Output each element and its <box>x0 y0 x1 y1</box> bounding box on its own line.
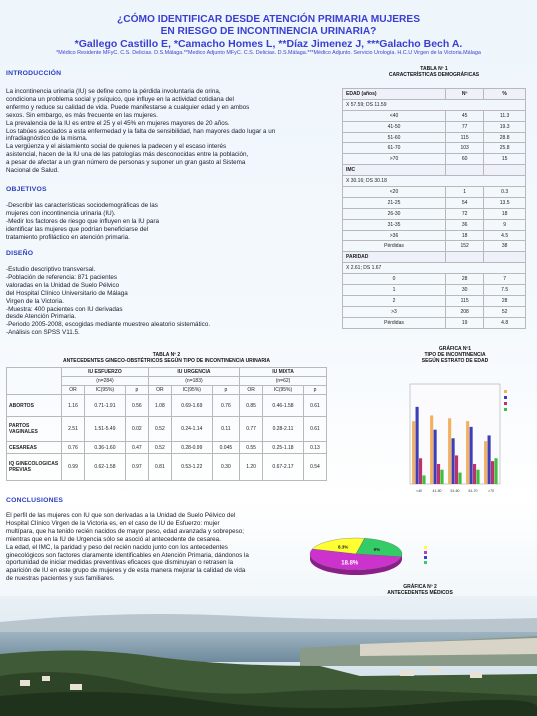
poster-authors: *Gallego Castillo E, *Camacho Homes L, **Díaz Jimenez J, ***Galacho Bech A. <box>74 38 463 50</box>
table1-row <box>343 241 526 252</box>
table2-row-label: CESAREAS <box>7 442 62 454</box>
chart1-bar <box>416 407 419 484</box>
table1-cell: 11.3 <box>484 110 526 121</box>
diseno-line: Virgen de la Victoria. <box>6 297 64 305</box>
graph1-caption-subtitle: SEGÚN ESTRATO DE EDAD <box>421 358 489 364</box>
chart1-x-tick-label: <40 <box>416 489 422 493</box>
poster-title-line2: EN RIESGO DE INCONTINENCIA URINARIA? <box>160 25 377 37</box>
table2-cell: 0.61 <box>303 417 326 442</box>
table2-cell: 0.67-2.17 <box>263 454 304 481</box>
table2-corner-cell <box>7 368 62 395</box>
graph2-caption-number: GRÁFICA Nº 2 <box>403 584 437 590</box>
chart1-x-tick-label: >70 <box>488 489 494 493</box>
table1-row <box>343 143 526 154</box>
poster-header <box>0 14 537 57</box>
table1-cell <box>446 165 484 176</box>
table2-cell: 0.25-1.18 <box>263 442 304 454</box>
table1-cell: 9 <box>484 219 526 230</box>
table2-cell: 0.28-2.11 <box>263 417 304 442</box>
table2-sub-header: OR <box>62 386 85 395</box>
table1-cell: Pérdidas <box>343 317 446 328</box>
intro-line: a pesar de afectar a un gran número de personas y suponer un gran gasto al Sistema <box>6 159 246 167</box>
graph1-caption <box>380 346 530 364</box>
table1-cell: 7.5 <box>484 285 526 296</box>
diseno-line: valoradas en la Unidad de Suelo Pélvico <box>6 281 120 289</box>
conclusiones-text <box>6 512 331 583</box>
table1-row <box>343 285 526 296</box>
intro-line: Los tabúes asociados a esta enfermedad y la falta de sensibilidad, han mayores dado lugar a un <box>6 127 276 135</box>
table1-cell: 21-25 <box>343 197 446 208</box>
table1-cell: 38 <box>484 241 526 252</box>
chart1-bar <box>412 421 415 484</box>
table2-group-header: IU URGENCIA <box>148 368 239 377</box>
table1-cell: 18 <box>446 230 484 241</box>
table1-cell: 28 <box>484 295 526 306</box>
conclusiones-line: ginecológicos son factores claramente identificables en Atención Primaria, dándonos la <box>6 551 249 559</box>
chart1-x-tick-label: 51-60 <box>450 489 460 493</box>
intro-line: infradiagnóstico de la misma. <box>6 135 88 143</box>
chart1-legend-swatch <box>504 396 507 399</box>
table1-cell: >70 <box>343 154 446 165</box>
pie-slice-label: 9% <box>373 547 381 553</box>
table1-cell: X 57.59; DS 11.59 <box>343 99 526 110</box>
table2-caption <box>6 352 327 364</box>
table1-cell: 15 <box>484 154 526 165</box>
table2-row-label: PARTOS VAGINALES <box>7 417 62 442</box>
incontinence-by-age-chart <box>398 380 530 498</box>
table2-sub-header: IC(95%) <box>171 386 212 395</box>
table2-sub-header: OR <box>148 386 171 395</box>
table1-cell: >36 <box>343 230 446 241</box>
chart1-bar <box>491 461 494 484</box>
table2-cell: 0.97 <box>125 454 148 481</box>
table1-cell: 18 <box>484 208 526 219</box>
diseno-line: desde Atención Primaria. <box>6 313 77 321</box>
table2-cell: 0.53-1.22 <box>171 454 212 481</box>
intro-line: La incontinencia urinaria (IU) se define como la pérdida involuntaria de orina, <box>6 88 221 95</box>
intro-text <box>6 88 331 175</box>
chart1-bar <box>484 441 487 484</box>
chart1-bar <box>488 435 491 484</box>
pie-legend-swatch <box>424 561 427 564</box>
table2-row <box>7 454 327 481</box>
diseno-text <box>6 266 331 337</box>
table1-cell: IMC <box>343 165 446 176</box>
conclusiones-line: aparición de IU en este grupo de mujeres y de esta manera mejorar la calidad de vida <box>6 567 246 575</box>
table1-cell: 25.8 <box>484 143 526 154</box>
table1-cell: 45 <box>446 110 484 121</box>
table1-row <box>343 154 526 165</box>
table2-cell: 0.77 <box>240 417 263 442</box>
table1-row <box>343 317 526 328</box>
chart1-bar <box>466 421 469 484</box>
table2-cell: 2.51 <box>62 417 85 442</box>
diseno-line: -Muestra: 400 pacientes con IU derivadas <box>6 305 123 313</box>
intro-line: Nacional de Salud. <box>6 167 59 175</box>
table1-cell: 19.3 <box>484 121 526 132</box>
table2-cell: 0.55 <box>240 442 263 454</box>
table1-row <box>343 89 526 100</box>
intro-line: asistencial, hacen de la IU una de las patologías más desconocidas entre la población, <box>6 151 249 159</box>
conclusiones-line: mientras que en la IU de Urgencia sólo se asoció al antecedente de cesarea. <box>6 535 221 543</box>
table2-row <box>7 442 327 454</box>
medical-history-pie-chart <box>306 528 476 588</box>
pie-slice-label: 18.8% <box>341 560 359 567</box>
graph2-caption <box>365 584 475 596</box>
table1-row <box>343 295 526 306</box>
chart1-legend-swatch <box>504 402 507 405</box>
objetivos-heading: OBJETIVOS <box>6 186 47 193</box>
table1-cell: 26-30 <box>343 208 446 219</box>
table2-cell: 0.56 <box>125 395 148 417</box>
table2-cell: 0.28-0.99 <box>171 442 212 454</box>
diseno-line: del Hospital Clínico Universitario de Málaga <box>6 289 128 297</box>
pie-legend-swatch <box>424 546 427 549</box>
table1-cell: X 2.61; DS 1.67 <box>343 263 526 274</box>
table1-cell: 36 <box>446 219 484 230</box>
objetivos-line: tratamiento profiláctico en atención primaria. <box>6 233 130 241</box>
table1-row <box>343 263 526 274</box>
chart1-bar <box>448 418 451 484</box>
table2-cell: 0.76 <box>62 442 85 454</box>
conclusiones-line: multípara, que ha tenido recién nacidos de mayor peso, edad avanzada y sobrepeso; <box>6 527 245 535</box>
table2-cell: 0.69-1.69 <box>171 395 212 417</box>
chart1-x-tick-label: 61-70 <box>468 489 478 493</box>
table1-cell: 1 <box>446 187 484 198</box>
table1-cell: 2 <box>343 295 446 306</box>
table2-row-label: ABORTOS <box>7 395 62 417</box>
table2-cell: 0.81 <box>148 454 171 481</box>
table2-n-header: (n=62) <box>240 377 327 386</box>
chart1-bar <box>476 470 479 484</box>
table2-caption-title: ANTECEDENTES GINECO-OBSTÉTRICOS SEGÚN TIPO DE INCONTINENCIA URINARIA <box>62 358 271 364</box>
pie-legend-swatch <box>424 556 427 559</box>
table2-cell: 1.20 <box>240 454 263 481</box>
table2-cell: 0.13 <box>303 442 326 454</box>
table2-cell: 0.46-1.58 <box>263 395 304 417</box>
table1-cell: 208 <box>446 306 484 317</box>
chart1-bar <box>419 458 422 484</box>
table2-cell: 1.08 <box>148 395 171 417</box>
table2-group-header: IU MIXTA <box>240 368 327 377</box>
table1-row <box>343 187 526 198</box>
table1-cell: 115 <box>446 295 484 306</box>
chart1-legend-swatch <box>504 390 507 393</box>
table1-cell: 72 <box>446 208 484 219</box>
table1-cell: EDAD (años) <box>343 89 446 100</box>
objetivos-line: mujeres con incontinencia urinaria (IU). <box>6 209 116 217</box>
table2-cell: 0.61 <box>303 395 326 417</box>
table1-cell: 51-60 <box>343 132 446 143</box>
table1-row <box>343 208 526 219</box>
table1-cell: 54 <box>446 197 484 208</box>
table2-cell: 0.99 <box>62 454 85 481</box>
table1-row <box>343 165 526 176</box>
intro-line: enfermo y reduce su calidad de vida. Puede manifestarse a cualquier edad y en ambos <box>6 103 250 111</box>
table1-cell: 41-50 <box>343 121 446 132</box>
chart1-bar <box>437 464 440 484</box>
table2-sub-header: OR <box>240 386 263 395</box>
table2-cell: 0.54 <box>303 454 326 481</box>
table1-row <box>343 110 526 121</box>
table1-caption <box>342 66 526 78</box>
chart1-bar <box>455 455 458 484</box>
table1-cell: X 30.16; DS 30.18 <box>343 176 526 187</box>
graph1-caption-title: TIPO DE INCONTINENCIA <box>424 352 486 358</box>
table1-cell: 30 <box>446 285 484 296</box>
conclusiones-line: de nuestras pacientes y sus familiares. <box>6 575 115 583</box>
pie-slice-label: 8.3% <box>337 544 349 550</box>
table2-cell: 0.76 <box>212 395 239 417</box>
table2-cell: 1.51-5.49 <box>85 417 126 442</box>
table1-row <box>343 230 526 241</box>
table1-cell: 13.5 <box>484 197 526 208</box>
table1-cell: 77 <box>446 121 484 132</box>
conclusiones-line: El perfil de las mujeres con IU que son derivadas a la Unidad de Suelo Pélvico del <box>6 512 236 519</box>
diseno-line: -Población de referencia: 871 pacientes <box>6 273 117 281</box>
chart1-bar <box>440 470 443 484</box>
poster-affiliations: *Médico Residente MFyC. C.S. Delicias. D.S.Málaga.**Medico Adjunto MFyC. C.S. Delicias. D.S.Málaga.***Médico Adjunto. Servicio Urología. H.C.U Virgen de la Victoria.Málaga <box>56 50 481 56</box>
table1-cell: 152 <box>446 241 484 252</box>
table2-cell: 0.47 <box>125 442 148 454</box>
table1-cell: 4.8 <box>484 317 526 328</box>
table1-cell: 103 <box>446 143 484 154</box>
conclusiones-line: La edad, el IMC, la paridad y peso del recién nacido junto con los antecedentes <box>6 543 228 551</box>
intro-line: condiciona un problema social y psíquico, que influye en la actividad cotidiana del <box>6 95 234 103</box>
table2-n-header: (n=284) <box>62 377 149 386</box>
table2-sub-header: IC(95%) <box>85 386 126 395</box>
table2-cell: 0.30 <box>212 454 239 481</box>
table2-cell: 0.24-1.14 <box>171 417 212 442</box>
table2-sub-header: p <box>303 386 326 395</box>
diseno-heading: DISEÑO <box>6 250 34 257</box>
table1-row <box>343 252 526 263</box>
table1-row <box>343 121 526 132</box>
table1-cell <box>446 252 484 263</box>
chart1-bar <box>473 464 476 484</box>
table1-cell: 31-35 <box>343 219 446 230</box>
table2-caption-number: TABLA Nº 2 <box>152 352 181 358</box>
table2-sub-header: IC(95%) <box>263 386 304 395</box>
pie-legend-swatch <box>424 551 427 554</box>
graph1-caption-number: GRÁFICA Nº1 <box>438 346 472 352</box>
table2-row <box>7 417 327 442</box>
table1-row <box>343 274 526 285</box>
table1-cell: 28 <box>446 274 484 285</box>
table1-cell: 52 <box>484 306 526 317</box>
obstetric-history-table <box>6 367 327 481</box>
table1-cell <box>484 165 526 176</box>
table1-row <box>343 176 526 187</box>
table1-cell: 28.8 <box>484 132 526 143</box>
conclusiones-heading: CONCLUSIONES <box>6 497 64 504</box>
table1-cell: % <box>484 89 526 100</box>
chart1-bar <box>430 415 433 484</box>
table1-cell: 0.3 <box>484 187 526 198</box>
diseno-line: -Periodo 2005-2008, escogidas mediante muestreo aleatorio sistemático. <box>6 321 211 329</box>
table1-caption-title: CARACTERÍSTICAS DEMOGRÁFICAS <box>388 72 480 78</box>
table2-sub-header: p <box>125 386 148 395</box>
table2-row <box>7 395 327 417</box>
table1-cell: 19 <box>446 317 484 328</box>
table1-cell: 4.5 <box>484 230 526 241</box>
table2-cell: 0.36-1.60 <box>85 442 126 454</box>
table1-cell: 1 <box>343 285 446 296</box>
table1-cell: 61-70 <box>343 143 446 154</box>
table1-cell: 60 <box>446 154 484 165</box>
table2-group-header: IU ESFUERZO <box>62 368 149 377</box>
table2-cell: 0.11 <box>212 417 239 442</box>
chart1-bar <box>458 473 461 484</box>
conclusiones-line: oportunidad de iniciar medidas preventivas eficaces que disminuyan o retrasen la <box>6 559 234 567</box>
table1-cell <box>484 252 526 263</box>
table2-cell: 0.71-1.91 <box>85 395 126 417</box>
chart1-bar <box>470 427 473 484</box>
chart1-bar <box>494 458 497 484</box>
table1-row <box>343 99 526 110</box>
table2-n-header: (n=183) <box>148 377 239 386</box>
graph2-caption-title: ANTECEDENTES MÉDICOS <box>387 590 453 596</box>
table1-row <box>343 132 526 143</box>
chart1-bar <box>434 430 437 484</box>
table1-row <box>343 306 526 317</box>
table1-cell: Pérdidas <box>343 241 446 252</box>
malaga-landscape-photo <box>0 596 537 716</box>
table2-cell: 0.045 <box>212 442 239 454</box>
table1-cell: 115 <box>446 132 484 143</box>
diseno-line: -Análisis con SPSS V11.5. <box>6 329 80 337</box>
table1-row <box>343 219 526 230</box>
objetivos-line: identificar las mujeres que podrían beneficiarse del <box>6 225 149 233</box>
objetivos-line: -Describir las características sociodemográficas de las <box>6 202 158 209</box>
table1-cell: 0 <box>343 274 446 285</box>
table2-cell: 0.52 <box>148 442 171 454</box>
table1-cell: PARIDAD <box>343 252 446 263</box>
intro-line: La vergüenza y el aislamiento social de quienes la padecen y el escaso interés <box>6 143 227 151</box>
conclusiones-line: Hospital Clínico Virgen de la Victoria es, en el caso de IU de Esfuerzo: mujer <box>6 519 220 527</box>
table2-sub-header: p <box>212 386 239 395</box>
objetivos-line: -Medir los factores de riesgo que influyen en la IU para <box>6 217 159 225</box>
table2-cell: 0.52 <box>148 417 171 442</box>
intro-line: La prevalencia de la IU es entre el 25 y el 45% en mujeres mayores de 20 años. <box>6 119 230 127</box>
chart1-bar <box>452 438 455 484</box>
chart1-bar <box>422 475 425 484</box>
poster-title-line1: ¿CÓMO IDENTIFICAR DESDE ATENCIÓN PRIMARIA MUJERES <box>117 14 420 25</box>
table1-cell: Nº <box>446 89 484 100</box>
table1-row <box>343 197 526 208</box>
intro-heading: INTRODUCCIÓN <box>6 70 62 77</box>
intro-line: sexos. Sin embargo, es más frecuente en las mujeres. <box>6 111 158 119</box>
table1-cell: <20 <box>343 187 446 198</box>
table1-cell: 7 <box>484 274 526 285</box>
chart1-legend-swatch <box>504 408 507 411</box>
table1-caption-number: TABLA Nº 1 <box>420 66 448 72</box>
table2-row-label: IQ GINECOLOGICAS PREVIAS <box>7 454 62 481</box>
table2-cell: 0.62-1.58 <box>85 454 126 481</box>
demographics-table <box>342 88 526 329</box>
diseno-line: -Estudio descriptivo transversal. <box>6 266 96 273</box>
chart1-x-tick-label: 41-50 <box>432 489 442 493</box>
table1-cell: >3 <box>343 306 446 317</box>
table1-cell: <40 <box>343 110 446 121</box>
table2-cell: 0.02 <box>125 417 148 442</box>
table2-cell: 0.85 <box>240 395 263 417</box>
objetivos-text <box>6 202 331 242</box>
table2-cell: 1.16 <box>62 395 85 417</box>
